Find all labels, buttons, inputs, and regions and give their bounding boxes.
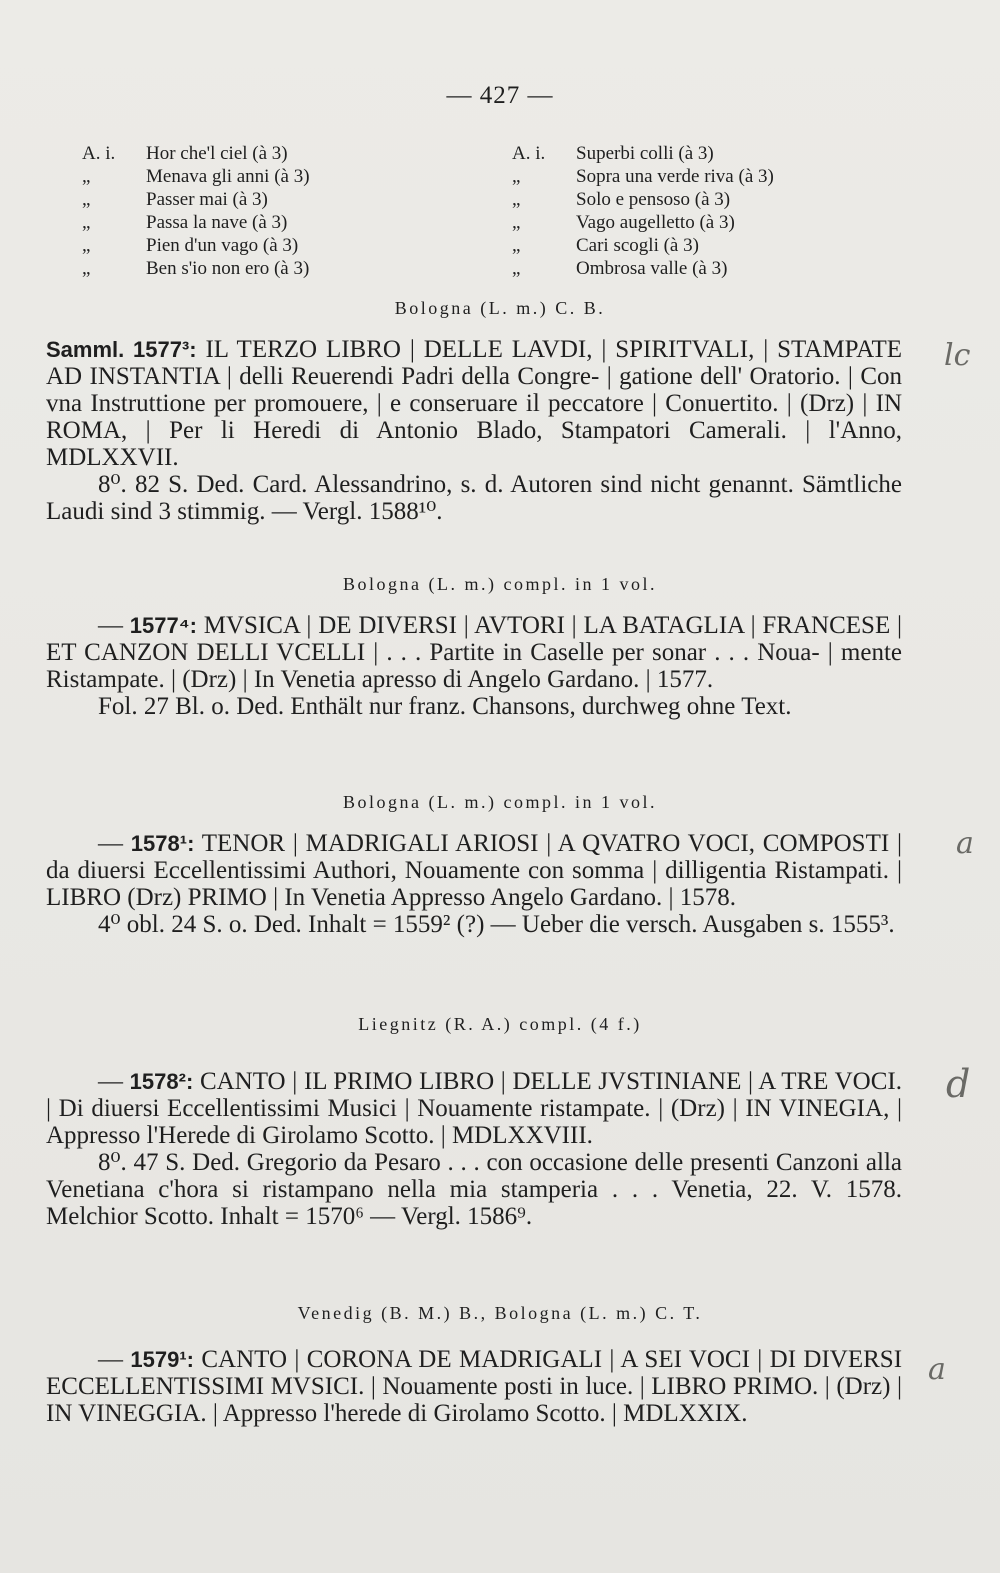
library-location: Liegnitz (R. A.) compl. (4 f.) (358, 1014, 642, 1034)
library-location: Bologna (L. m.) compl. in 1 vol. (343, 574, 657, 594)
item-mark: A. i. (512, 143, 546, 164)
catalog-entry: — 1577⁴: MVSICA | DE DIVERSI | AVTORI | LA BATAGLIA | FRANCESE | ET CANZON DELLI VCELLI | . . . Partite in Caselle per sonar . . . Noua- | mente Ristampate. | (Drz) | In Venetia apresso di Angelo Gardano. | 1577. Fol. 27 Bl. o. Ded. Enthält nur franz. Chansons, durchweg ohne Text. (46, 612, 903, 720)
item-text: Solo e pensoso (à 3) (576, 189, 731, 210)
item-mark: A. i. (82, 143, 116, 164)
entry-title: TENOR | MADRIGALI ARIOSI | A QVATRO VOCI, COMPOSTI | da diuersi Eccellentissimi Authori, Nouamente con somma | dilligentia Ristampati. | LIBRO (Drz) PRIMO | In Venetia Appresso Angelo Gardano. | 1578. (46, 830, 902, 911)
entry-title: MVSICA | DE DIVERSI | AVTORI | LA BATAGLIA | FRANCESE | ET CANZON DELLI VCELLI | . . . Partite in Caselle per sonar . . . Noua- | mente Ristampate. | (Drz) | In Venetia apresso di Angelo Gardano. | 1577. (46, 612, 903, 693)
library-location: Bologna (L. m.) compl. in 1 vol. (343, 792, 657, 812)
list-item (512, 165, 892, 188)
item-text: Passer mai (à 3) (146, 189, 268, 210)
catalog-entry: — 1579¹: CANTO | CORONA DE MADRIGALI | A SEI VOCI | DI DIVERSI ECCELLENTISSIMI MVSICI. | Nouamente posti in luce. | LIBRO PRIMO. | (Drz) | IN VINEGGIA. | Appresso l'herede di Girolamo Scotto. | MDLXXIX. (46, 1346, 903, 1427)
list-item (82, 165, 462, 188)
list-item (82, 188, 462, 211)
entry-description: 4⁰ obl. 24 S. o. Ded. Inhalt = 1559² (?) — Ueber die versch. Ausgaben s. 1555³. (98, 911, 895, 938)
margin-annotation: a (956, 826, 974, 861)
list-item (512, 257, 892, 280)
entry-signature: Samml. 1577³: (46, 337, 197, 362)
item-mark: „ (82, 212, 91, 233)
item-text: Ben s'io non ero (à 3) (146, 258, 310, 279)
item-mark: „ (512, 235, 521, 256)
margin-annotation: lc (944, 338, 971, 373)
library-location: Venedig (B. M.) B., Bologna (L. m.) C. T. (297, 1303, 703, 1323)
margin-annotation: d (946, 1062, 971, 1106)
item-text: Superbi colli (à 3) (576, 143, 714, 164)
item-mark: „ (512, 189, 521, 210)
entry-signature: 1578²: (129, 1069, 194, 1094)
item-text: Menava gli anni (à 3) (146, 166, 310, 187)
catalog-entry: — 1578¹: TENOR | MADRIGALI ARIOSI | A QVATRO VOCI, COMPOSTI | da diuersi Eccellentissimi Authori, Nouamente con somma | dilligentia Ristampati. | LIBRO (Drz) PRIMO | In Venetia Appresso Angelo Gardano. | 1578. 4⁰ obl. 24 S. o. Ded. Inhalt = 1559² (?) — Ueber die versch. Ausgaben s. 1555³. (46, 830, 902, 938)
item-mark: „ (512, 166, 521, 187)
catalog-entry: — 1578²: CANTO | IL PRIMO LIBRO | DELLE JVSTINIANE | A TRE VOCI. | Di diuersi Eccellentissimi Musici | Nouamente ristampate. | (Drz) | IN VINEGIA, | Appresso l'Herede di Girolamo Scotto. | MDLXXVIII. 8⁰. 47 S. Ded. Gregorio da Pesaro . . . con occasione delle presenti Canzoni alla Venetiana c'hora si ristampano nella mia stamperia . . . Venetia, 22. V. 1578. Melchior Scotto. Inhalt = 1570⁶ — Vergl. 1586⁹. (46, 1068, 902, 1230)
item-text: Cari scogli (à 3) (576, 235, 699, 256)
entry-signature: 1579¹: (130, 1347, 194, 1372)
item-mark: „ (82, 166, 91, 187)
library-location: Bologna (L. m.) C. B. (394, 298, 606, 318)
item-mark: „ (512, 258, 521, 279)
item-text: Pien d'un vago (à 3) (146, 235, 299, 256)
item-mark: „ (512, 212, 521, 233)
item-mark: „ (82, 235, 91, 256)
list-item (82, 257, 462, 280)
song-column-right (512, 142, 892, 280)
item-text: Ombrosa valle (à 3) (576, 258, 728, 279)
item-mark: „ (82, 189, 91, 210)
entry-title: CANTO | CORONA DE MADRIGALI | A SEI VOCI | DI DIVERSI ECCELLENTISSIMI MVSICI. | Nouamente posti in luce. | LIBRO PRIMO. | (Drz) | IN VINEGGIA. | Appresso l'herede di Girolamo Scotto. | MDLXXIX. (46, 1346, 903, 1427)
entry-title: IL TERZO LIBRO | DELLE LAVDI, | SPIRITVALI, | STAMPATE AD INSTANTIA | delli Reuerendi Padri della Congre- | gatione dell' Oratorio. | Con vna Instruttione per promouere, | e conseruare il peccatore | Conuertito. | (Drz) | IN ROMA, | Per li Heredi di Antonio Blado, Stampatori Camerali. | l'Anno, MDLXXVII. (46, 336, 903, 471)
list-item (512, 188, 892, 211)
list-item (82, 234, 462, 257)
entry-signature: 1577⁴: (129, 613, 197, 638)
list-item (82, 142, 462, 165)
item-text: Sopra una verde riva (à 3) (576, 166, 774, 187)
item-text: Passa la nave (à 3) (146, 212, 288, 233)
entry-description: Fol. 27 Bl. o. Ded. Enthält nur franz. Chansons, durchweg ohne Text. (98, 693, 792, 720)
song-column-left (82, 142, 462, 280)
item-text: Vago augelletto (à 3) (576, 212, 735, 233)
margin-annotation: a (928, 1352, 946, 1387)
item-text: Hor che'l ciel (à 3) (146, 143, 288, 164)
entry-description: 8⁰. 82 S. Ded. Card. Alessandrino, s. d. Autoren sind nicht genannt. Sämtliche Laudi sind 3 stimmig. — Vergl. 1588¹⁰. (46, 471, 902, 525)
page-number: — 427 — (446, 82, 554, 109)
list-item (512, 211, 892, 234)
entry-title: CANTO | IL PRIMO LIBRO | DELLE JVSTINIANE | A TRE VOCI. | Di diuersi Eccellentissimi Musici | Nouamente ristampate. | (Drz) | IN VINEGIA, | Appresso l'Herede di Girolamo Scotto. | MDLXXVIII. (46, 1068, 902, 1149)
entry-description: 8⁰. 47 S. Ded. Gregorio da Pesaro . . . con occasione delle presenti Canzoni alla Venetiana c'hora si ristampano nella mia stamperia . . . Venetia, 22. V. 1578. Melchior Scotto. Inhalt = 1570⁶ — Vergl. 1586⁹. (46, 1149, 902, 1230)
item-mark: „ (82, 258, 91, 279)
entry-signature: 1578¹: (130, 831, 195, 856)
catalog-entry (46, 336, 902, 525)
list-item (512, 234, 892, 257)
list-item (82, 211, 462, 234)
list-item (512, 142, 892, 165)
